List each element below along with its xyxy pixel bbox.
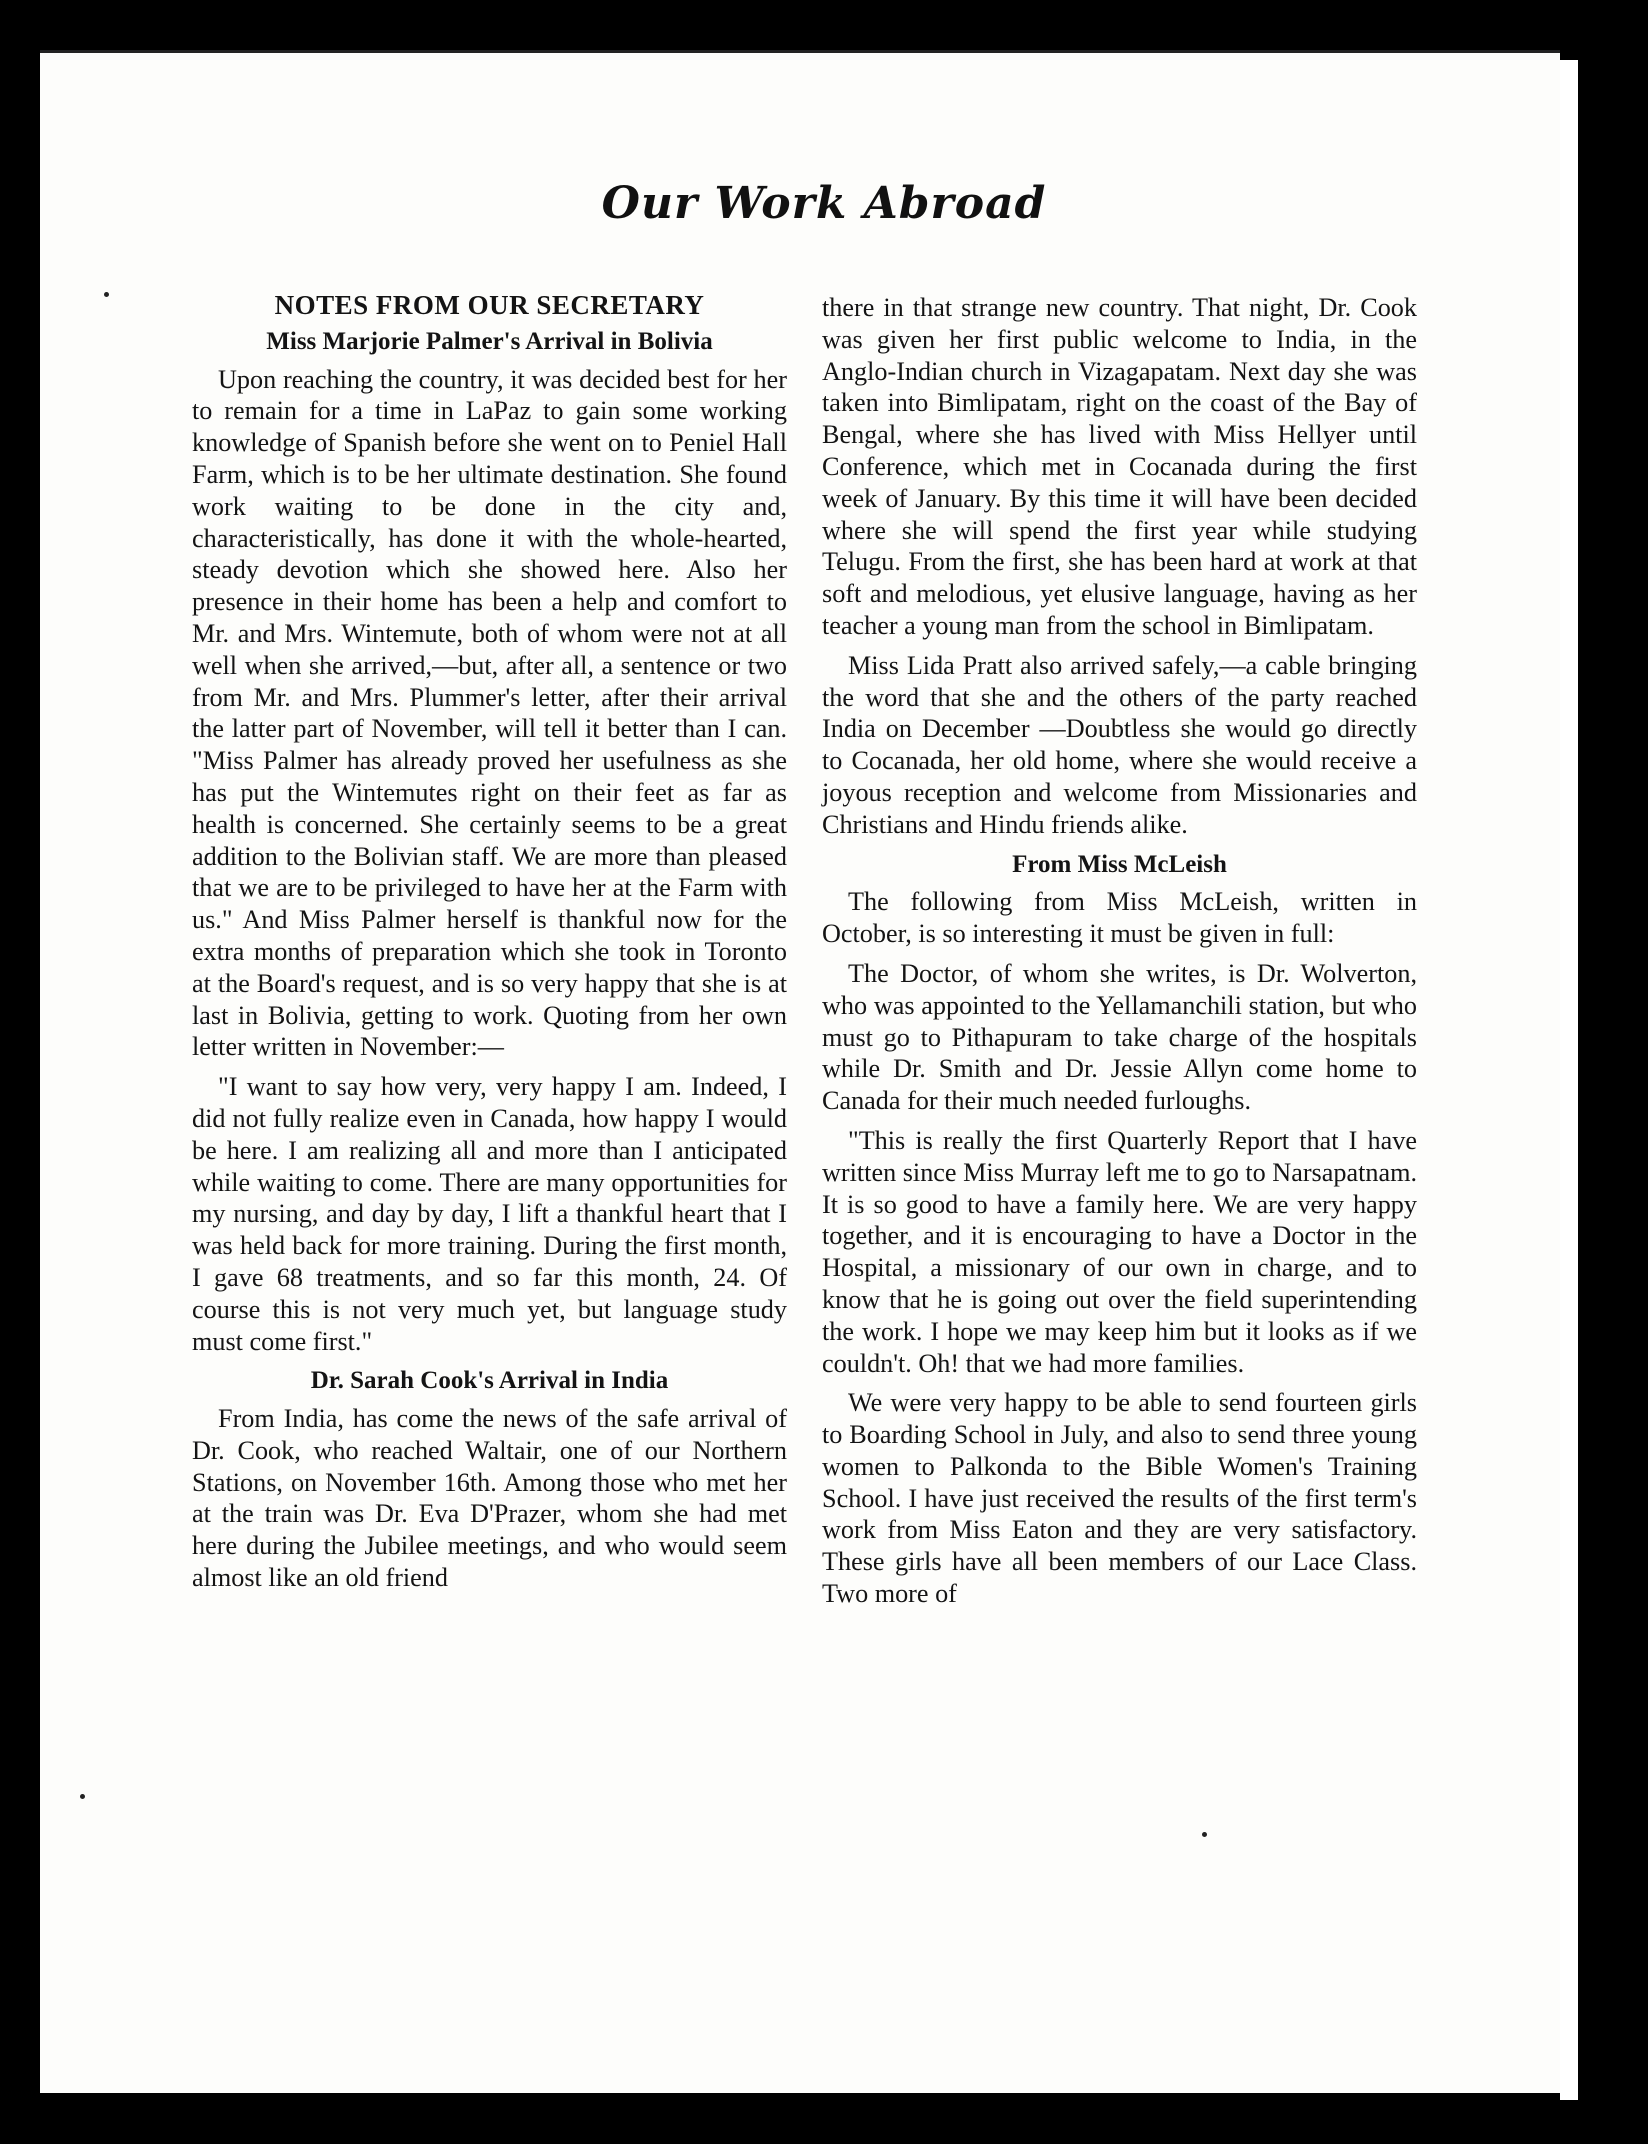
subheading: Dr. Sarah Cook's Arrival in India	[310, 1367, 669, 1395]
section-title: NOTES FROM OUR SECRETARY	[274, 290, 705, 320]
paragraph: there in that strange new country. That night, Dr. Cook was given her first public welcome to India, in the Anglo-Indian church in Vizagapatam. Next day she was taken into Bimlipatam, right on the coast of the Bay of Bengal, where she has lived with Miss Hellyer until Conference, which met in Cocanada during the first week of January. By this time it will have been decided where she will spend the first year while studying Telugu. From the first, she has been hard at work at that soft and melodious, yet elusive language, having as her teacher a young man from the school in Bimlipatam.	[822, 293, 1417, 640]
paragraph: The Doctor, of whom she writes, is Dr. Wolverton, who was appointed to the Yellamanchili station, but who must go to Pithapuram to take charge of the hospitals while Dr. Smith and Dr. Jessie Allyn come home to Canada for their much needed furloughs.	[822, 958, 1417, 1116]
adjacent-page-edge	[1585, 70, 1615, 2100]
paragraph: "This is really the first Quarterly Report that I have written since Miss Murray left me to go to Narsapatnam. It is so good to have a family here. We are very happy together, and it is encouraging to have a Doctor in the Hospital, a missionary of our own in charge, and to know that he is going out over the field superintending the work. I hope we may keep him but it looks as if we couldn't. Oh! that we had more families.	[822, 1125, 1417, 1378]
paragraph: The following from Miss McLeish, written in October, is so interesting it must be given in full:	[822, 887, 1417, 949]
paragraph: "I want to say how very, very happy I am. Indeed, I did not fully realize even in Canada, how happy I would be here. I am realizing all and more than I anticipated while waiting to come. There are many opportunities for my nursing, and day by day, I lift a thankful heart that I was held back for more training. During the first month, I gave 68 treatments, and so far this month, 24. Of course this is not very much yet, but language study must come first."	[192, 1072, 787, 1356]
right-column	[822, 292, 1417, 1618]
subheading: Miss Marjorie Palmer's Arrival in Bolivia	[266, 327, 713, 355]
paragraph: Upon reaching the country, it was decided best for her to remain for a time in LaPaz to gain some working knowledge of Spanish before she went on to Peniel Hall Farm, which is to be her ultimate destination. She found work waiting to be done in the city and, characteristically, has done it with the whole-hearted, steady devotion which she showed here. Also her presence in their home has been a help and comfort to Mr. and Mrs. Wintemute, both of whom were not at all well when she arrived,—but, after all, a sentence or two from Mr. and Mrs. Plummer's letter, after their arrival the latter part of November, will tell it better than I can. "Miss Palmer has already proved her usefulness as she has put the Wintemutes right on their feet as far as health is concerned. She certainly seems to be a great addition to the Bolivian staff. We are more than pleased that we are to be privileged to have her at the Farm with us." And Miss Palmer herself is thankful now for the extra months of preparation which she took in Toronto at the Board's request, and is so very happy that she is at last in Bolivia, getting to work. Quoting from her own letter written in November:—	[192, 364, 787, 1062]
paragraph: From India, has come the news of the safe arrival of Dr. Cook, who reached Waltair, one of our Northern Stations, on November 16th. Among those who met her at the train was Dr. Eva D'Prazer, whom she had met here during the Jubilee meetings, and who would seem almost like an old friend	[192, 1404, 787, 1593]
ink-speck	[104, 292, 109, 297]
ink-speck	[1202, 1832, 1207, 1837]
subheading: From Miss McLeish	[1012, 850, 1227, 878]
ink-speck	[80, 1794, 85, 1799]
left-column	[192, 290, 787, 1602]
page-header: Our Work Abroad	[601, 178, 1047, 229]
paragraph: Miss Lida Pratt also arrived safely,—a cable bringing the word that she and the others of the party reached India on December —Doubtless she would go directly to Cocanada, her old home, where she would receive a joyous reception and welcome from Missionaries and Christians and Hindu friends alike.	[822, 650, 1417, 839]
page-edge	[1560, 60, 1578, 2100]
paragraph: We were very happy to be able to send fourteen girls to Boarding School in July, and also to send three young women to Palkonda to the Bible Women's Training School. I have just received the results of the first term's work from Miss Eaton and they are very satisfactory. These girls have all been members of our Lace Class. Two more of	[822, 1388, 1417, 1609]
